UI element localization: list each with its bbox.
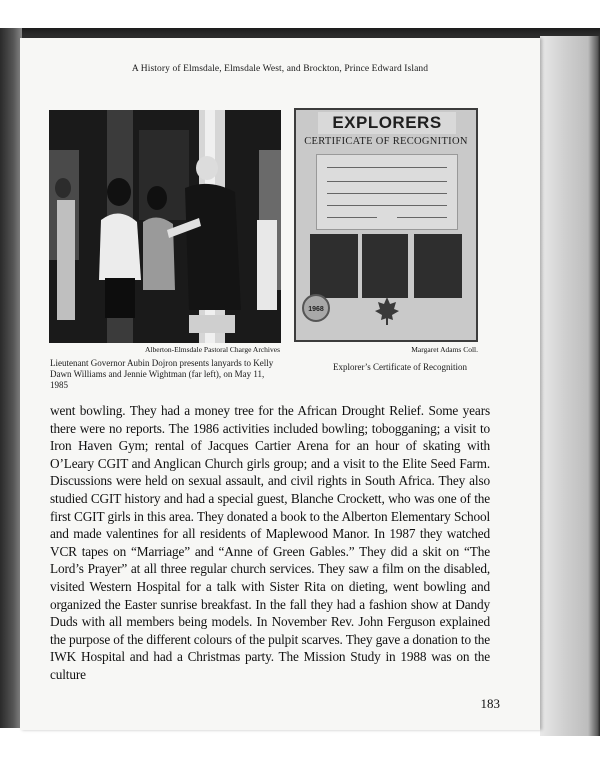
photo-lanyard-presentation-image [49,110,281,343]
certificate-seal: 1968 [302,294,330,322]
photo-left-caption: Lieutenant Governor Aubin Dojron presents lanyards to Kelly Dawn Williams and Jennie Wightman (far left), on May 11, 1985 [50,358,274,390]
photo-left-credit: Alberton-Elmsdale Pastoral Charge Archives [144,345,280,354]
certificate-photo [362,234,408,298]
explorers-certificate [294,108,478,342]
photo-right-caption: Explorer’s Certificate of Recognition [332,362,468,372]
book-page [20,38,540,730]
certificate-inscription-panel [316,154,458,230]
certificate-photo [310,234,358,298]
certificate-photo-strip [310,234,464,300]
certificate-banner: EXPLORERS [318,112,456,134]
running-head: A History of Elmsdale, Elmsdale West, and Brockton, Prince Edward Island [131,64,429,74]
certificate-photo [414,234,462,298]
certificate-subtitle: CERTIFICATE OF RECOGNITION [304,136,468,147]
scan-binding-edge [0,28,22,728]
scan-page-stack-edge [540,36,600,736]
photo-right-credit: Margaret Adams Coll. [411,345,478,354]
page-number: 183 [480,696,500,711]
body-paragraph: went bowling. They had a money tree for the African Drought Relief. Some years there were no reports. The 1986 activities included bowling; tobogganing; a visit to Iron Haven Gym; rental of Jacques Cartier Arena for an hour of skating with O’Leary CGIT and Anglican Church girls group; and a visit to the Elite Seed Farm. Discussions were held on sexual assault, and civil rights in South Africa. They also studied CGIT history and had a special guest, Blanche Crockett, who was one of the first CGIT girls in this area. They donated a book to the Alberton Elementary School and made valentines for all residents of Maplewood Manor. In 1987 they watched VCR tapes on “Marriage” and “Anne of Green Gables.” They did a skit on “The Lord’s Prayer” at all three regular church services. They saw a film on the disabled, visited Western Hospital for a talk with Sister Rita on dieting, went bowling and organized the Easter sunrise breakfast. In the fall they had a fashion show at Dandy Duds with all members being models. In November Rev. John Ferguson explained the purpose of the different colours of the pulpit scarves. They gave a donation to the IWK Hospital and had a Christmas party. The Mission Study in 1988 was on the culture [50,403,490,682]
photo-lanyard-presentation [49,110,281,343]
maple-leaf-emblem-icon [374,296,400,326]
